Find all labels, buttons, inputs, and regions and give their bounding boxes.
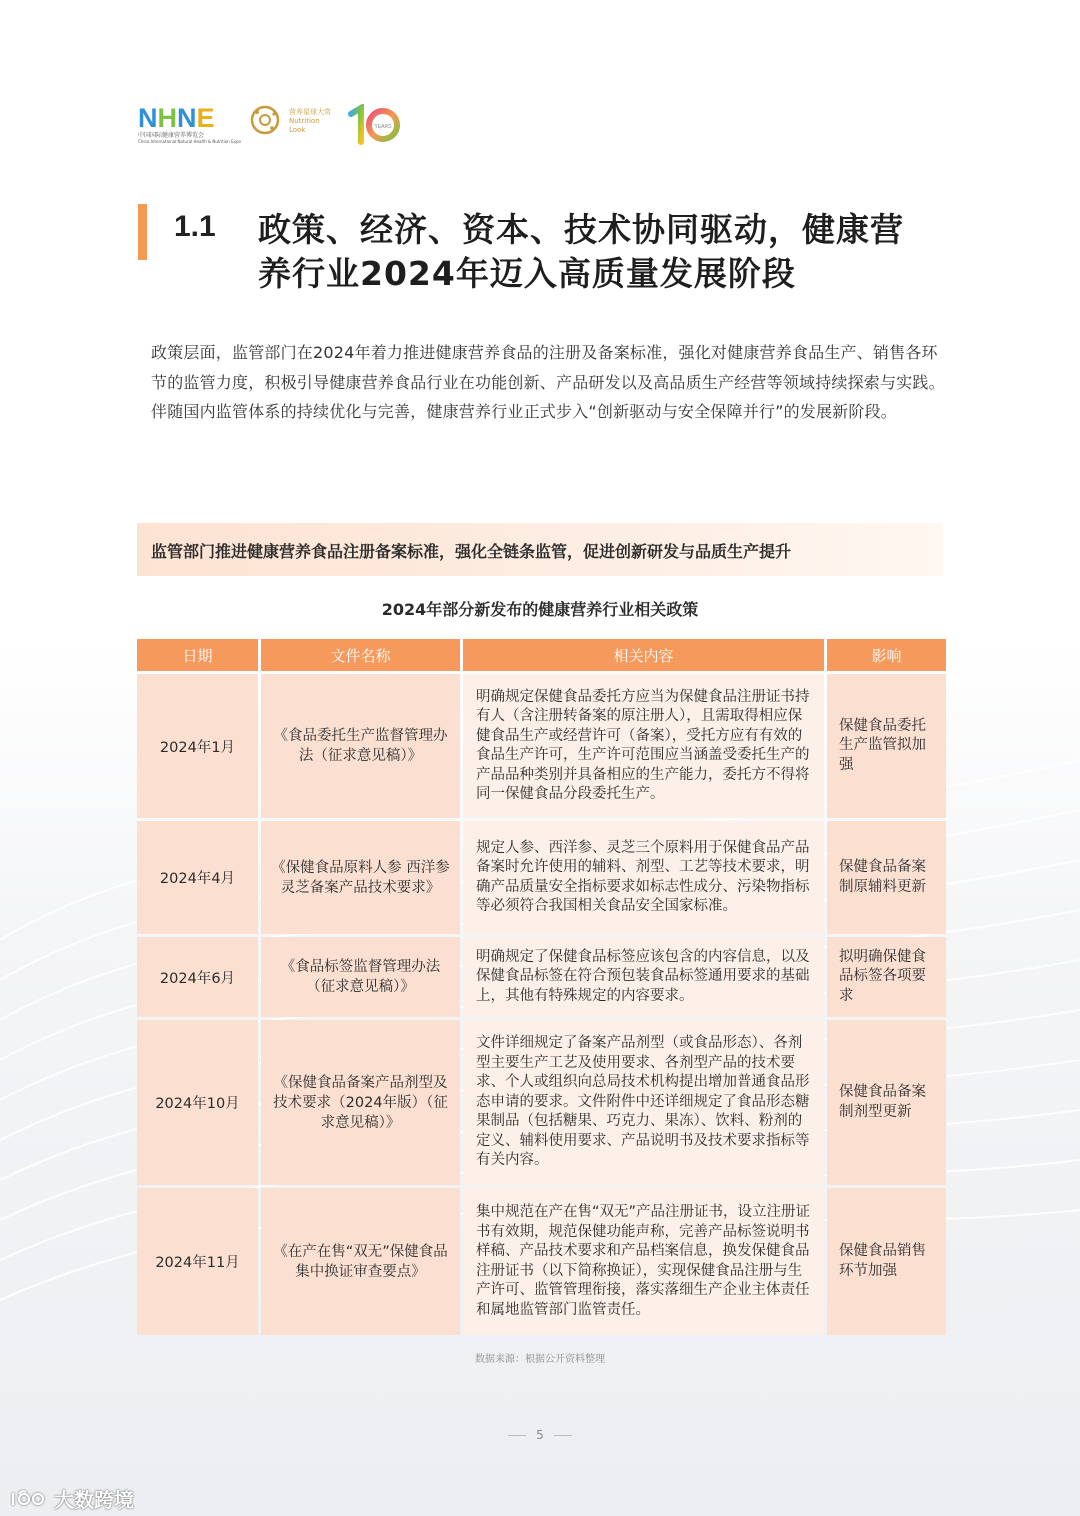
cell-name: 《食品标签监督管理办法（征求意见稿）》 (261, 937, 460, 1017)
cell-date: 2024年6月 (137, 937, 258, 1017)
brand-logo (138, 104, 403, 148)
nutrition-look-text (289, 108, 331, 135)
section-title-line2: 养行业2024年迈入高质量发展阶段 (258, 254, 796, 293)
policy-table (137, 639, 946, 1338)
table-row (137, 1188, 946, 1335)
nl-cn: 营养星球大赏 (289, 108, 331, 116)
ten-year-logo (347, 104, 403, 146)
header-impact: 影响 (827, 639, 946, 671)
table-row (137, 937, 946, 1017)
nhne-subtitle-en: China International Natural Health & Nutrition Expo (138, 139, 241, 144)
cell-content: 明确规定保健食品委托方应当为保健食品注册证书持有人（含注册转备案的原注册人），且需取得相应保健食品生产或经营许可（备案），受托方应有有效的食品生产许可，生产许可范围应当涵盖受委托生产的产品品种类别并具备相应的生产能力，委托方不得将同一保健食品分段委托生产。 (463, 674, 824, 818)
nl-en1: Nutrition (289, 117, 320, 125)
table-header-row (137, 639, 946, 671)
nhne-logo (138, 104, 241, 144)
nl-en2: Look (289, 126, 306, 134)
cell-name: 《在产在售“双无”保健食品集中换证审查要点》 (261, 1188, 460, 1335)
table-caption: 2024年部分新发布的健康营养行业相关政策 (381, 600, 699, 619)
watermark-text: 大数跨境 (54, 1488, 134, 1512)
highlight-text: 监管部门推进健康营养食品注册备案标准，强化全链条监管，促进创新研发与品质生产提升 (151, 542, 792, 561)
header-name: 文件名称 (261, 639, 460, 671)
page-dash-left (508, 1435, 526, 1436)
cell-impact: 保健食品备案制剂型更新 (827, 1020, 946, 1185)
cell-impact: 拟明确保健食品标签各项要求 (827, 937, 946, 1017)
cell-name: 《食品委托生产监督管理办法（征求意见稿）》 (261, 674, 460, 818)
cell-date: 2024年1月 (137, 674, 258, 818)
cell-content: 集中规范在产在售“双无”产品注册证书，设立注册证书有效期，规范保健功能声称，完善产品标签说明书样稿、产品技术要求和产品档案信息，换发保健食品注册证书（以下简称换证），实现保健食品注册与生产许可、监管管理衔接，落实落细生产企业主体责任和属地监管部门监管责任。 (463, 1188, 824, 1335)
section-number: 1.1 (174, 210, 216, 243)
heading-accent-bar (138, 204, 147, 260)
body-paragraph: 政策层面，监管部门在2024年着力推进健康营养食品的注册及备案标准，强化对健康营养食品生产、销售各环节的监管力度，积极引导健康营养食品行业在功能创新、产品研发以及高品质生产经营等领域持续探索与实践。伴随国内监管体系的持续优化与完善，健康营养行业正式步入“创新驱动与安全保障并行”的发展新阶段。 (151, 343, 945, 421)
nhne-wordmark: NHNE (138, 103, 215, 133)
cell-date: 2024年4月 (137, 821, 258, 934)
page-number-text: 5 (536, 1428, 544, 1442)
highlight-box (137, 523, 943, 576)
header-date: 日期 (137, 639, 258, 671)
watermark (10, 1484, 134, 1513)
cell-impact: 保健食品委托生产监管拟加强 (827, 674, 946, 818)
page-dash-right (554, 1435, 572, 1436)
cell-name: 《保健食品原料人参 西洋参 灵芝备案产品技术要求》 (261, 821, 460, 934)
cell-date: 2024年11月 (137, 1188, 258, 1335)
table-row (137, 1020, 946, 1185)
table-row (137, 674, 946, 818)
cell-name: 《保健食品备案产品剂型及技术要求（2024年版）（征求意见稿）》 (261, 1020, 460, 1185)
cell-impact: 保健食品备案制原辅料更新 (827, 821, 946, 934)
cell-content: 文件详细规定了备案产品剂型（或食品形态）、各剂型主要生产工艺及使用要求、各剂型产品的技术要求、个人或组织向总局技术机构提出增加普通食品形态申请的要求。文件附件中还详细规定了食品形态糖果制品（包括糖果、巧克力、果冻）、饮料、粉剂的定义、辅料使用要求、产品说明书及技术要求指标等有关内容。 (463, 1020, 824, 1185)
cell-content: 明确规定了保健食品标签应该包含的内容信息，以及保健食品标签在符合预包装食品标签通用要求的基础上，其他有特殊规定的内容要求。 (463, 937, 824, 1017)
nutrition-look-icon (249, 104, 281, 136)
svg-text:YEARS: YEARS (374, 124, 392, 130)
watermark-logo-icon (10, 1489, 50, 1509)
nhne-subtitle-cn: 中国国际健康营养博览会 (138, 132, 205, 139)
header-content: 相关内容 (463, 639, 824, 671)
page-number (0, 1428, 1080, 1442)
cell-impact: 保健食品销售环节加强 (827, 1188, 946, 1335)
data-source-note: 数据来源：根据公开资料整理 (475, 1354, 605, 1365)
section-title (258, 208, 958, 296)
cell-date: 2024年10月 (137, 1020, 258, 1185)
table-row (137, 821, 946, 934)
section-title-line1: 政策、经济、资本、技术协同驱动，健康营 (258, 210, 904, 249)
cell-content: 规定人参、西洋参、灵芝三个原料用于保健食品产品备案时允许使用的辅料、剂型、工艺等技术要求，明确产品质量安全指标要求如标志性成分、污染物指标等必须符合我国相关食品安全国家标准。 (463, 821, 824, 934)
